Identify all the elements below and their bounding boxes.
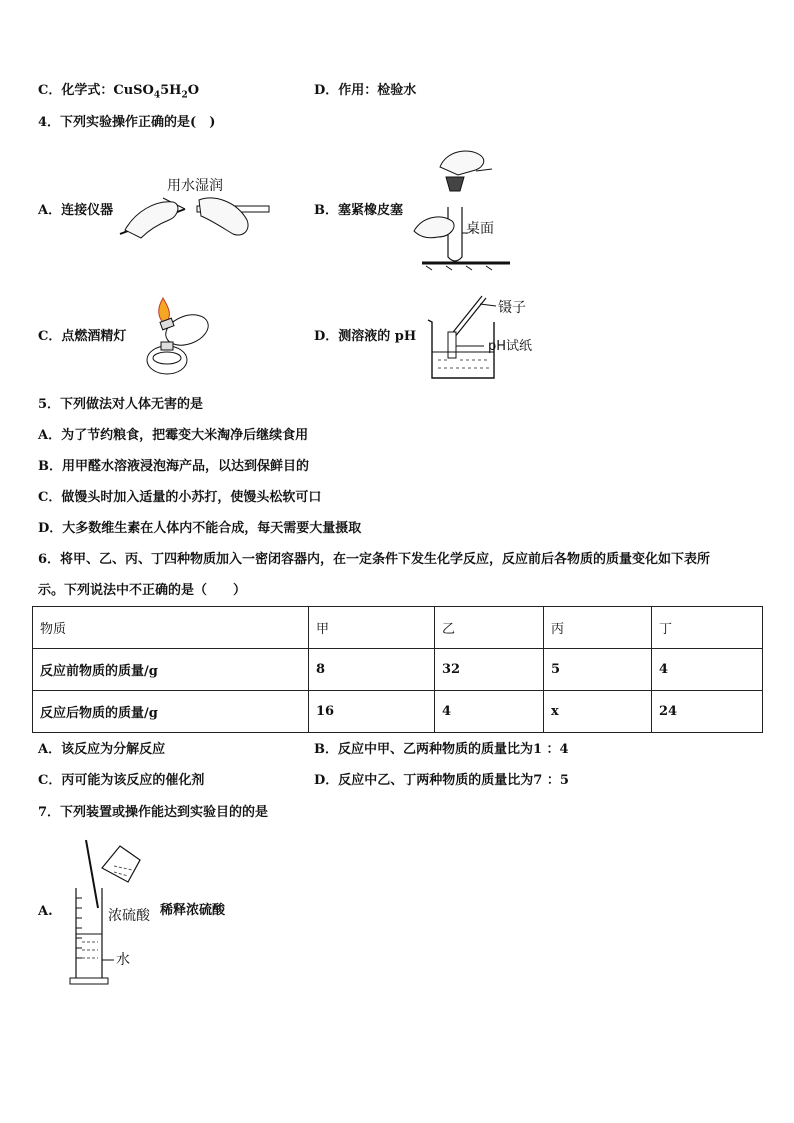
- q6-table: [32, 606, 763, 733]
- q4-d-figure-label-ph-paper: pH试纸: [488, 339, 533, 354]
- table-header-cell: 甲: [309, 607, 435, 649]
- table-header-cell: 丙: [544, 607, 652, 649]
- q5-option-a: A．为了节约粮食，把霉变大米淘净后继续食用: [38, 428, 309, 443]
- table-cell: x: [544, 691, 652, 733]
- q4-b-figure: [410, 145, 520, 270]
- q5-option-d: D．大多数维生素在人体内不能合成，每天需要大量摄取: [38, 521, 362, 536]
- table-cell: 反应前物质的质量/g: [33, 649, 309, 691]
- q4-option-d: D．测溶液的 pH: [314, 329, 417, 344]
- table-cell: 5: [544, 649, 652, 691]
- q5-option-c: C．做馒头时加入适量的小苏打，使馒头松软可口: [38, 490, 322, 505]
- table-cell: 8: [309, 649, 435, 691]
- q7-stem: 7．下列装置或操作能达到实验目的的是: [38, 805, 269, 820]
- q7-a-figure-label-acid: 浓硫酸: [108, 908, 150, 924]
- q4-d-figure-label-tweezers: 镊子: [498, 300, 526, 316]
- table-cell: 32: [435, 649, 544, 691]
- q3-option-c: C．化学式：$CuSO_45H_2O$: [38, 83, 200, 101]
- q7-option-a: A.: [38, 904, 53, 919]
- table-row: [33, 607, 763, 649]
- q4-a-figure-label: 用水湿润: [167, 178, 223, 194]
- q7-option-a-caption: 稀释浓硫酸: [160, 903, 226, 918]
- q4-stem: 4．下列实验操作正确的是( ): [38, 115, 216, 130]
- q6-option-b: B．反应中甲、乙两种物质的质量比为1 ：4: [314, 742, 569, 757]
- q4-option-a: A．连接仪器: [38, 203, 114, 218]
- table-cell: 4: [652, 649, 763, 691]
- q4-option-c: C．点燃酒精灯: [38, 329, 127, 344]
- q3-option-d: D．作用：检验水: [314, 83, 417, 98]
- table-cell: 反应后物质的质量/g: [33, 691, 309, 733]
- q4-b-figure-label: 桌面: [466, 221, 494, 237]
- q6-stem-line1: 6．将甲、乙、丙、丁四种物质加入一密闭容器内，在一定条件下发生化学反应，反应前后各物质的质量变化如下表所: [38, 552, 711, 567]
- q6-option-a: A．该反应为分解反应: [38, 742, 166, 757]
- table-cell: 4: [435, 691, 544, 733]
- q4-c-figure: [135, 292, 225, 382]
- q4-d-figure: [420, 292, 550, 384]
- table-header-cell: 乙: [435, 607, 544, 649]
- table-cell: 16: [309, 691, 435, 733]
- table-cell: 24: [652, 691, 763, 733]
- q7-a-figure-label-water: 水: [116, 952, 130, 968]
- table-header-cell: 丁: [652, 607, 763, 649]
- q5-option-b: B．用甲醛水溶液浸泡海产品，以达到保鲜目的: [38, 459, 309, 474]
- q5-stem: 5．下列做法对人体无害的是: [38, 397, 204, 412]
- table-row: [33, 691, 763, 733]
- q4-a-figure: [115, 172, 275, 247]
- q6-option-c: C．丙可能为该反应的催化剂: [38, 773, 205, 788]
- table-header-cell: 物质: [33, 607, 309, 649]
- q4-option-b: B．塞紧橡皮塞: [314, 203, 403, 218]
- q6-stem-line2: 示。下列说法中不正确的是（ ）: [38, 583, 247, 598]
- table-row: [33, 649, 763, 691]
- q6-option-d: D．反应中乙、丁两种物质的质量比为7 ：5: [314, 773, 569, 788]
